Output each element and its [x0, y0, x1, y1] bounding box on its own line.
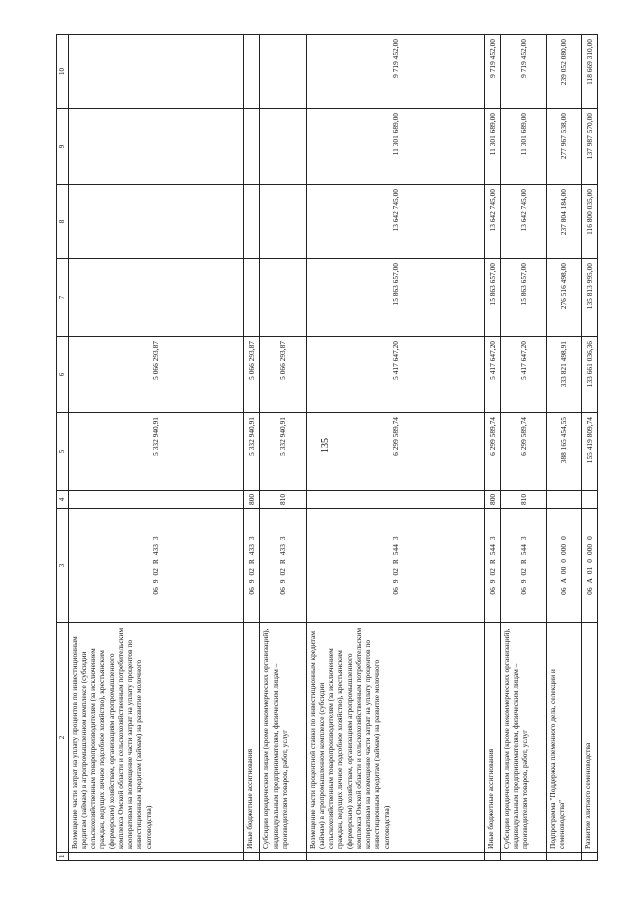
classification-code: [500, 509, 546, 623]
page-number: 135: [320, 438, 331, 453]
amount-c9: [68, 109, 244, 185]
code-part: 06: [151, 587, 161, 595]
amount-c7: 276 516 498,00: [547, 259, 582, 337]
classification-code: [306, 509, 484, 623]
expense-type-code: 810: [500, 491, 546, 509]
amount-c8: [260, 185, 306, 259]
amount-c9: 11 301 689,00: [500, 109, 546, 185]
column-number-1: 1: [57, 853, 69, 861]
code-part: 000: [584, 543, 594, 555]
code-part: R: [151, 559, 161, 565]
code-part: 02: [247, 568, 257, 576]
code-part: 0: [559, 558, 569, 563]
table-body: [57, 35, 598, 861]
column-number-6: 6: [57, 337, 69, 413]
amount-c6: 5 417 647,20: [500, 337, 546, 413]
code-part: 9: [278, 579, 288, 584]
code-part: 02: [487, 568, 497, 576]
code-part: 3: [247, 536, 257, 541]
table-row: [547, 35, 582, 861]
amount-c5: 5 332 940,91: [244, 413, 260, 491]
code-part: R: [518, 559, 528, 565]
amount-c5: 6 299 589,74: [500, 413, 546, 491]
amount-c7: 15 863 657,00: [306, 259, 484, 337]
amount-c6: 5 417 647,20: [306, 337, 484, 413]
classification-code: [260, 509, 306, 623]
amount-c10: [68, 35, 244, 109]
column-number-5: 5: [57, 413, 69, 491]
column-number-7: 7: [57, 259, 69, 337]
amount-c8: 13 642 745,00: [306, 185, 484, 259]
table-row: [68, 35, 244, 861]
code-part: 9: [390, 579, 400, 584]
code-part: R: [487, 559, 497, 565]
expense-type-code: [547, 491, 582, 509]
amount-c9: [244, 109, 260, 185]
amount-c8: [68, 185, 244, 259]
code-part: 0: [584, 536, 594, 540]
amount-c6: 5 066 293,87: [68, 337, 244, 413]
row-marker-cell: [581, 853, 597, 861]
item-name: Развитие элитного семеноводства: [581, 623, 597, 853]
code-part: 06: [278, 587, 288, 595]
classification-code: [581, 509, 597, 623]
amount-c10: [244, 35, 260, 109]
item-name: Иные бюджетные ассигнования: [244, 623, 260, 853]
code-part: 544: [487, 544, 497, 556]
code-part: 02: [390, 568, 400, 576]
code-part: 0: [584, 558, 594, 563]
expense-type-code: 800: [244, 491, 260, 509]
code-part: 433: [151, 544, 161, 556]
table-row: [581, 35, 597, 861]
column-number-8: 8: [57, 185, 69, 259]
code-part: 3: [151, 536, 161, 541]
classification-code: [68, 509, 244, 623]
code-part: 3: [487, 536, 497, 541]
amount-c10: 239 052 080,00: [547, 35, 582, 109]
amount-c5: 6 299 589,74: [306, 413, 484, 491]
row-marker-cell: [547, 853, 582, 861]
amount-c10: 9 719 452,00: [500, 35, 546, 109]
table-row: [244, 35, 260, 861]
item-name: Возмещение части процентной ставки по инвестиционным кредитам (займам) в агропромышленном комплексе (субсидии сельскохозяйственным товаропроизводителям (за исключением граждан, ведущих личное подсобное хозяйство), крестьянским (фермерским) хозяйствам, организациям агропромышленного комплекса Омской области и сельскохозяйственным потребительским кооперативам на возмещение части затрат на уплату процентов по инвестиционным кредитам (займам) на развитие молочного скотоводства): [306, 623, 484, 853]
amount-c5: 5 332 940,91: [260, 413, 306, 491]
amount-c7: [260, 259, 306, 337]
row-marker-cell: [260, 853, 306, 861]
amount-c6: 5 066 293,87: [260, 337, 306, 413]
code-part: 06: [487, 587, 497, 595]
amount-c10: 118 669 310,00: [581, 35, 597, 109]
amount-c9: 11 301 689,00: [306, 109, 484, 185]
code-part: 3: [278, 536, 288, 541]
classification-code: [484, 509, 500, 623]
code-part: 02: [518, 568, 528, 576]
amount-c6: 5 066 293,87: [244, 337, 260, 413]
code-part: 02: [151, 568, 161, 576]
row-marker-cell: [484, 853, 500, 861]
code-part: R: [247, 559, 257, 565]
code-part: 433: [247, 544, 257, 556]
amount-c5: 388 165 454,55: [547, 413, 582, 491]
amount-c5: 6 299 589,74: [484, 413, 500, 491]
amount-c7: 135 813 995,00: [581, 259, 597, 337]
item-name: Иные бюджетные ассигнования: [484, 623, 500, 853]
amount-c9: 11 301 689,00: [484, 109, 500, 185]
column-number-4: 4: [57, 491, 69, 509]
amount-c6: 333 821 498,91: [547, 337, 582, 413]
amount-c7: 15 863 657,00: [484, 259, 500, 337]
amount-c7: [68, 259, 244, 337]
code-part: 06: [559, 587, 569, 595]
code-part: А: [559, 578, 569, 584]
column-number-2: 2: [57, 623, 69, 853]
code-part: 06: [247, 587, 257, 595]
code-part: R: [390, 559, 400, 565]
classification-code: [547, 509, 582, 623]
amount-c5: 5 332 940,91: [68, 413, 244, 491]
expense-type-code: [68, 491, 244, 509]
amount-c6: 133 661 036,36: [581, 337, 597, 413]
amount-c7: 15 863 657,00: [500, 259, 546, 337]
code-part: А: [584, 578, 594, 584]
code-part: 433: [278, 544, 288, 556]
amount-c10: 9 719 452,00: [306, 35, 484, 109]
code-part: 544: [518, 544, 528, 556]
item-name: Подпрограмма "Поддержка племенного дела, селекции и семеноводства": [547, 623, 582, 853]
table-row: [484, 35, 500, 861]
code-part: 3: [390, 536, 400, 541]
row-marker-cell: [244, 853, 260, 861]
amount-c8: 237 804 184,00: [547, 185, 582, 259]
column-number-10: 10: [57, 35, 69, 109]
item-name: Субсидии юридическим лицам (кроме некоммерческих организаций), индивидуальным предпринимателям, физическим лицам – производителям товаров, работ, услуг: [500, 623, 546, 853]
code-part: 9: [487, 579, 497, 584]
budget-table: [56, 34, 598, 861]
amount-c10: 9 719 452,00: [484, 35, 500, 109]
amount-c10: [260, 35, 306, 109]
row-marker-cell: [68, 853, 244, 861]
code-part: 9: [518, 579, 528, 584]
expense-type-code: 810: [260, 491, 306, 509]
row-marker-cell: [500, 853, 546, 861]
code-part: 9: [151, 579, 161, 584]
amount-c7: [244, 259, 260, 337]
amount-c9: 277 967 538,00: [547, 109, 582, 185]
budget-table-container: [56, 35, 598, 861]
amount-c8: 13 642 745,00: [484, 185, 500, 259]
expense-type-code: [306, 491, 484, 509]
code-part: 06: [584, 587, 594, 595]
column-number-3: 3: [57, 509, 69, 623]
code-part: 000: [559, 543, 569, 555]
code-part: 02: [278, 568, 288, 576]
code-part: R: [278, 559, 288, 565]
amount-c8: 116 800 035,00: [581, 185, 597, 259]
expense-type-code: 800: [484, 491, 500, 509]
table-row: [500, 35, 546, 861]
header-row: [57, 35, 69, 861]
code-part: 01: [584, 566, 594, 575]
item-name: Субсидии юридическим лицам (кроме некоммерческих организаций), индивидуальным предпринимателям, физическим лицам – производителям товаров, работ, услуг: [260, 623, 306, 853]
table-row: [306, 35, 484, 861]
column-number-9: 9: [57, 109, 69, 185]
code-part: 06: [390, 587, 400, 595]
classification-code: [244, 509, 260, 623]
code-part: 9: [247, 579, 257, 584]
item-name: Возмещение части затрат на уплату процентов по инвестиционным кредитам (займам) в агропромышленном комплексе (субсидии сельскохозяйственным товаропроизводителям (за исключением граждан, ведущих личное подсобное хозяйство), крестьянским (фермерским) хозяйствам, организациям агропромышленного комплекса Омской области и сельскохозяйственным потребительским кооперативам на возмещение части затрат на уплату процентов по инвестиционным кредитам (займам) на развитие молочного скотоводства): [68, 623, 244, 853]
code-part: 3: [518, 536, 528, 541]
amount-c9: 137 987 570,00: [581, 109, 597, 185]
code-part: 00: [559, 566, 569, 575]
table-row: [260, 35, 306, 861]
code-part: 06: [518, 587, 528, 595]
code-part: 0: [559, 536, 569, 540]
amount-c6: 5 417 647,20: [484, 337, 500, 413]
amount-c8: 13 642 745,00: [500, 185, 546, 259]
expense-type-code: [581, 491, 597, 509]
amount-c8: [244, 185, 260, 259]
amount-c5: 155 419 809,74: [581, 413, 597, 491]
row-marker-cell: [306, 853, 484, 861]
code-part: 544: [390, 544, 400, 556]
amount-c9: [260, 109, 306, 185]
